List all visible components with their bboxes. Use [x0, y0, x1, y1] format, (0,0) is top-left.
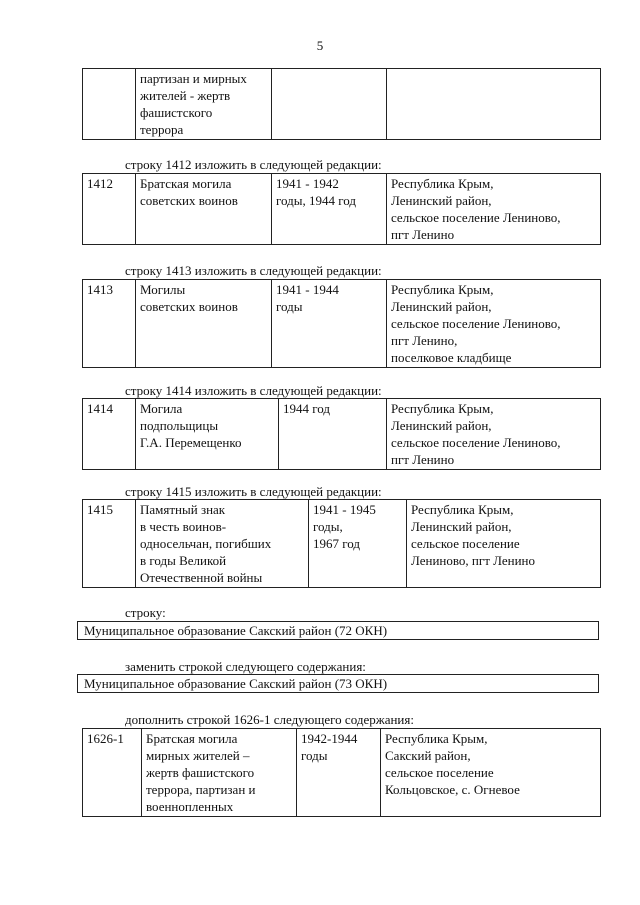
cell-line: фашистского	[140, 105, 213, 120]
cell-line: годы,	[313, 519, 343, 534]
cell-location	[381, 729, 601, 817]
cell-line: 1941 - 1944	[276, 282, 339, 297]
cell-line: пгт Ленино	[391, 227, 455, 242]
cell-date	[272, 69, 387, 140]
table-continuation	[82, 68, 601, 140]
cell-line: подпольщицы	[140, 418, 219, 433]
cell-date	[309, 500, 407, 588]
cell-number	[83, 69, 136, 140]
cell-line: годы, 1944 год	[276, 193, 356, 208]
table-row	[83, 174, 601, 245]
cell-line: Могилы	[140, 282, 186, 297]
cell-date	[272, 174, 387, 245]
table-row-1626-1	[82, 728, 601, 817]
cell-line: 1941 - 1945	[313, 502, 376, 517]
cell-line: жертв фашистского	[146, 765, 255, 780]
cell-location	[387, 69, 601, 140]
cell-line: Ленинский район,	[391, 418, 492, 433]
cell-line: Ленинский район,	[391, 193, 492, 208]
cell-line: Лениново, пгт Ленино	[411, 553, 536, 568]
cell-line: сельское поселение	[385, 765, 494, 780]
instruction-1414: строку 1414 изложить в следующей редакции:	[125, 383, 382, 398]
cell-name	[136, 500, 309, 588]
cell-line: Ленинский район,	[391, 299, 492, 314]
table-row-1414	[82, 398, 601, 470]
instruction-new-row: заменить строкой следующего содержания:	[125, 659, 366, 674]
new-row-box: Муниципальное образование Сакский район (73 ОКН)	[77, 674, 599, 693]
cell-name	[136, 174, 272, 245]
cell-line: поселковое кладбище	[391, 350, 512, 365]
cell-line: пгт Ленино	[391, 452, 455, 467]
cell-line: Г.А. Перемещенко	[140, 435, 242, 450]
instruction-1412: строку 1412 изложить в следующей редакции:	[125, 157, 382, 172]
instruction-1413: строку 1413 изложить в следующей редакции:	[125, 263, 382, 278]
cell-line: Сакский район,	[385, 748, 471, 763]
cell-line: Братская могила	[146, 731, 238, 746]
cell-number: 1415	[83, 500, 136, 588]
cell-line: годы	[301, 748, 328, 763]
table-row	[83, 500, 601, 588]
cell-name	[136, 69, 272, 140]
cell-date	[272, 280, 387, 368]
cell-line: Братская могила	[140, 176, 232, 191]
table-row	[83, 280, 601, 368]
cell-line: Памятный знак	[140, 502, 226, 517]
cell-line: партизан и мирных	[140, 71, 247, 86]
table-row	[83, 729, 601, 817]
cell-line: 1967 год	[313, 536, 360, 551]
cell-location	[387, 399, 601, 470]
cell-line: Республика Крым,	[411, 502, 514, 517]
cell-line: Могила	[140, 401, 183, 416]
old-row-box: Муниципальное образование Сакский район (72 ОКН)	[77, 621, 599, 640]
cell-line: жителей - жертв	[140, 88, 231, 103]
cell-line: Республика Крым,	[385, 731, 488, 746]
table-row-1415	[82, 499, 601, 588]
cell-line: мирных жителей –	[146, 748, 250, 763]
cell-date	[297, 729, 381, 817]
instruction-1415: строку 1415 изложить в следующей редакции:	[125, 484, 382, 499]
cell-number: 1626-1	[83, 729, 142, 817]
cell-name	[136, 399, 279, 470]
cell-number: 1412	[83, 174, 136, 245]
table-row	[83, 69, 601, 140]
cell-line: Отечественной войны	[140, 570, 263, 585]
cell-line: сельское поселение Лениново,	[391, 316, 561, 331]
cell-line: 1942-1944	[301, 731, 358, 746]
table-row-1412	[82, 173, 601, 245]
table-row-1413	[82, 279, 601, 368]
cell-location	[387, 280, 601, 368]
cell-line: советских воинов	[140, 193, 238, 208]
cell-line: годы	[276, 299, 303, 314]
cell-line: 1941 - 1942	[276, 176, 339, 191]
cell-line: военнопленных	[146, 799, 234, 814]
cell-date	[279, 399, 387, 470]
cell-location	[407, 500, 601, 588]
page-number: 5	[316, 38, 324, 53]
cell-line: террора, партизан и	[146, 782, 256, 797]
instruction-old-row: строку:	[125, 605, 166, 620]
cell-line: Ленинский район,	[411, 519, 512, 534]
cell-name	[142, 729, 297, 817]
cell-line: пгт Ленино,	[391, 333, 458, 348]
table-row	[83, 399, 601, 470]
cell-number: 1414	[83, 399, 136, 470]
cell-line: Республика Крым,	[391, 282, 494, 297]
cell-line: 1944 год	[283, 401, 330, 416]
instruction-1626-1: дополнить строкой 1626-1 следующего содержания:	[125, 712, 414, 727]
cell-line: односельчан, погибших	[140, 536, 272, 551]
cell-line: террора	[140, 122, 184, 137]
cell-name	[136, 280, 272, 368]
cell-line: Республика Крым,	[391, 401, 494, 416]
cell-line: сельское поселение	[411, 536, 520, 551]
cell-line: советских воинов	[140, 299, 238, 314]
cell-line: Республика Крым,	[391, 176, 494, 191]
cell-line: в честь воинов-	[140, 519, 227, 534]
cell-location	[387, 174, 601, 245]
cell-line: сельское поселение Лениново,	[391, 210, 561, 225]
cell-line: сельское поселение Лениново,	[391, 435, 561, 450]
cell-line: Кольцовское, с. Огневое	[385, 782, 520, 797]
cell-number: 1413	[83, 280, 136, 368]
cell-line: в годы Великой	[140, 553, 227, 568]
